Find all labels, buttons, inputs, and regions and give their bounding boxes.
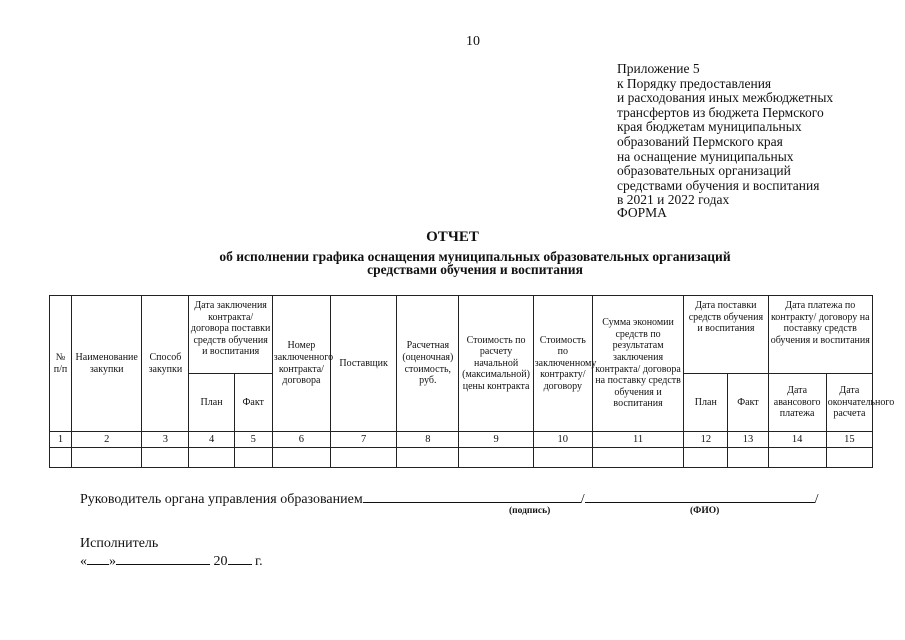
report-table	[49, 295, 895, 468]
table-cell[interactable]	[142, 448, 189, 468]
report-subtitle	[100, 250, 850, 276]
header-advance-date: Дата авансового платежа	[768, 374, 826, 432]
table-cell[interactable]	[459, 448, 533, 468]
column-number: 14	[768, 432, 826, 448]
table-cell[interactable]	[272, 448, 330, 468]
header-contract-plan: План	[189, 374, 234, 432]
column-number: 8	[397, 432, 459, 448]
column-number: 9	[459, 432, 533, 448]
table-cell[interactable]	[189, 448, 234, 468]
appendix-line: на оснащение муниципальных	[617, 148, 794, 164]
appendix-line: и расходования иных межбюджетных	[617, 90, 834, 106]
year-prefix: 20	[213, 554, 228, 569]
column-number: 12	[684, 432, 728, 448]
column-number: 5	[234, 432, 272, 448]
signature-label: Руководитель органа управления образованием	[80, 492, 363, 507]
table-cell[interactable]	[768, 448, 826, 468]
column-number: 11	[592, 432, 683, 448]
appendix-line: образовательных организаций	[617, 163, 791, 179]
table-cell[interactable]	[234, 448, 272, 468]
full-name-field[interactable]	[585, 490, 815, 503]
header-delivery-fact: Факт	[728, 374, 768, 432]
column-number: 10	[533, 432, 592, 448]
header-contract-cost: Стоимость по заключенному контракту/ договору	[533, 296, 592, 432]
appendix-line: края бюджетам муниципальных	[617, 119, 802, 135]
signature-caption: (подпись)	[509, 506, 551, 516]
executor-label: Исполнитель	[80, 536, 159, 551]
form-label: ФОРМА	[617, 205, 667, 220]
header-contract-number: Номер заключенного контракта/ договора	[272, 296, 330, 432]
header-final-date: Дата окончательного расчета	[826, 374, 872, 432]
year-suffix: г.	[255, 554, 263, 569]
column-numbers-row	[50, 432, 873, 448]
report-title: ОТЧЕТ	[426, 229, 479, 245]
date-open-quote: «	[80, 554, 87, 569]
table-cell[interactable]	[72, 448, 142, 468]
header-delivery-plan: План	[684, 374, 728, 432]
appendix-line: в 2021 и 2022 годах	[617, 192, 730, 208]
header-contract-fact: Факт	[234, 374, 272, 432]
appendix-block	[617, 62, 897, 208]
column-number: 4	[189, 432, 234, 448]
appendix-line: средствами обучения и воспитания	[617, 177, 820, 193]
year-field[interactable]	[228, 552, 252, 565]
full-name-caption: (ФИО)	[690, 506, 720, 516]
day-field[interactable]	[87, 552, 109, 565]
signature-field[interactable]	[363, 490, 581, 503]
signature-slash: /	[580, 492, 585, 507]
table-cell[interactable]	[397, 448, 459, 468]
header-name: Наименование закупки	[72, 296, 142, 432]
table-row	[50, 448, 873, 468]
subtitle-line-2: средствами обучения и воспитания	[367, 262, 583, 277]
appendix-line: к Порядку предоставления	[617, 75, 772, 91]
subtitle-line-1: об исполнении графика оснащения муниципальных образовательных организаций	[219, 249, 731, 264]
column-number: 7	[330, 432, 396, 448]
column-number: 3	[142, 432, 189, 448]
table-cell[interactable]	[826, 448, 872, 468]
header-initial-price: Стоимость по расчету начальной (максимальной) цены контракта	[459, 296, 533, 432]
header-method: Способ закупки	[142, 296, 189, 432]
header-payment-date: Дата платежа по контракту/ договору на поставку средств обучения и воспитания	[768, 296, 872, 374]
appendix-line: образований Пермского края	[617, 133, 783, 149]
table-cell[interactable]	[592, 448, 683, 468]
column-number: 15	[826, 432, 872, 448]
header-num: № п/п	[50, 296, 72, 432]
page-number: 10	[466, 34, 480, 49]
header-delivery-date: Дата поставки средств обучения и воспитания	[684, 296, 768, 374]
header-savings: Сумма экономии средств по результатам заключения контракта/ договора на поставку средств обучения и воспитания	[592, 296, 683, 432]
column-number: 13	[728, 432, 768, 448]
appendix-line: трансфертов из бюджета Пермского	[617, 104, 824, 120]
month-field[interactable]	[116, 552, 210, 565]
header-estimated-cost: Расчетная (оценочная) стоимость, руб.	[397, 296, 459, 432]
header-contract-date: Дата заключения контракта/ договора поставки средств обучения и воспитания	[189, 296, 272, 374]
date-line	[80, 552, 263, 570]
table-cell[interactable]	[533, 448, 592, 468]
column-number: 1	[50, 432, 72, 448]
header-supplier: Поставщик	[330, 296, 396, 432]
appendix-line: Приложение 5	[617, 61, 700, 76]
column-number: 2	[72, 432, 142, 448]
signature-slash: /	[814, 492, 819, 507]
table-cell[interactable]	[330, 448, 396, 468]
table-cell[interactable]	[684, 448, 728, 468]
date-close-quote: »	[109, 554, 116, 569]
table-cell[interactable]	[728, 448, 768, 468]
column-number: 6	[272, 432, 330, 448]
table-cell[interactable]	[50, 448, 72, 468]
